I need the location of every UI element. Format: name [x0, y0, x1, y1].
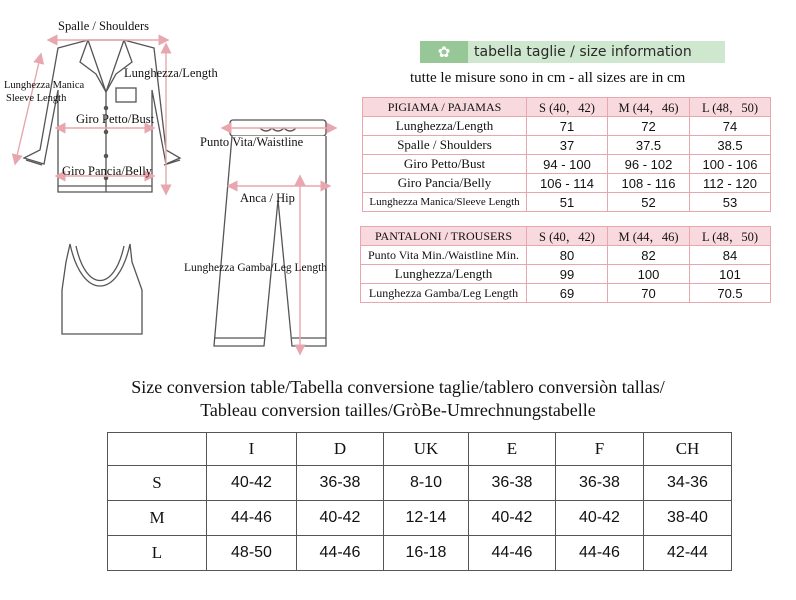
table-cell: 16-18 [384, 536, 469, 571]
label-leg-length: Lunghezza Gamba/Leg Length [184, 262, 328, 274]
banner-title: tabella taglie / size information [474, 44, 692, 60]
table-cell: 38-40 [644, 501, 732, 536]
table-cell: 40-42 [556, 501, 644, 536]
table-cell: 84 [690, 246, 771, 265]
label-sleeve-en: Sleeve Length [6, 93, 67, 104]
table-cell: 36-38 [469, 466, 556, 501]
table-cell: 44-46 [469, 536, 556, 571]
table-cell: 44-46 [297, 536, 384, 571]
table-cell: 100 [608, 265, 690, 284]
table-header-cell: I [207, 433, 297, 466]
size-label: L [108, 536, 207, 571]
table-cell: 48-50 [207, 536, 297, 571]
table-cell: 42-44 [644, 536, 732, 571]
row-label: Lunghezza Gamba/Leg Length [361, 284, 527, 303]
table-header-cell: L (48，50) [690, 98, 771, 117]
table-cell: 70 [608, 284, 690, 303]
rose-icon: ✿ [420, 41, 468, 63]
table-cell: 37 [527, 136, 608, 155]
table-cell: 108 - 116 [608, 174, 690, 193]
table-cell: 12-14 [384, 501, 469, 536]
size-label: S [108, 466, 207, 501]
table-row [361, 284, 771, 303]
table-row [361, 246, 771, 265]
tanktop-sketch [62, 244, 142, 334]
table-cell: 106 - 114 [527, 174, 608, 193]
row-label: Giro Petto/Bust [363, 155, 527, 174]
table-header-cell: F [556, 433, 644, 466]
table-cell: 51 [527, 193, 608, 212]
conversion-title-line1: Size conversion table/Tabella conversione taglie/tablero conversiòn tallas/ [131, 377, 665, 397]
table-header-cell: L (48，50) [690, 227, 771, 246]
label-shoulders: Spalle / Shoulders [58, 19, 149, 33]
table-cell: 74 [690, 117, 771, 136]
table-cell: 34-36 [644, 466, 732, 501]
table-cell: 69 [527, 284, 608, 303]
table-cell: 38.5 [690, 136, 771, 155]
table-cell: 72 [608, 117, 690, 136]
table-cell: 36-38 [297, 466, 384, 501]
table-cell: 37.5 [608, 136, 690, 155]
label-waistline: Punto Vita/Waistline [200, 135, 304, 149]
row-label: Giro Pancia/Belly [363, 174, 527, 193]
table-row [108, 501, 732, 536]
table-header-cell: M (44，46) [608, 227, 690, 246]
garment-sketches [0, 0, 400, 370]
table-header-row [363, 98, 771, 117]
table-cell: 70.5 [690, 284, 771, 303]
size-info-banner [420, 41, 725, 63]
label-length: Lunghezza/Length [124, 66, 218, 80]
table-cell: 94 - 100 [527, 155, 608, 174]
table-cell: 52 [608, 193, 690, 212]
table-row [108, 466, 732, 501]
table-header-cell: CH [644, 433, 732, 466]
table-cell: 44-46 [556, 536, 644, 571]
conversion-title-line2: Tableau conversion tailles/GròBe-Umrechnungstabelle [200, 400, 596, 420]
label-belly: Giro Pancia/Belly [62, 164, 152, 178]
row-label: Lunghezza/Length [363, 117, 527, 136]
table-cell: 36-38 [556, 466, 644, 501]
table-cell: 40-42 [207, 466, 297, 501]
table-header-cell [108, 433, 207, 466]
table-row [363, 155, 771, 174]
table-cell: 101 [690, 265, 771, 284]
table-row [363, 136, 771, 155]
pajamas-size-table [362, 97, 771, 212]
table-row [363, 117, 771, 136]
table-cell: 44-46 [207, 501, 297, 536]
table-header-cell: E [469, 433, 556, 466]
table-cell: 53 [690, 193, 771, 212]
size-conversion-table [107, 432, 732, 571]
table-cell: 71 [527, 117, 608, 136]
label-hip: Anca / Hip [240, 191, 295, 205]
table-row [108, 536, 732, 571]
size-label: M [108, 501, 207, 536]
table-row [361, 265, 771, 284]
label-sleeve-it: Lunghezza Manica [4, 80, 85, 91]
label-bust: Giro Petto/Bust [76, 112, 155, 126]
table-row [363, 193, 771, 212]
table-cell: 112 - 120 [690, 174, 771, 193]
table-cell: 80 [527, 246, 608, 265]
table-cell: 40-42 [297, 501, 384, 536]
table-cell: 82 [608, 246, 690, 265]
table-header-cell: UK [384, 433, 469, 466]
table-cell: 100 - 106 [690, 155, 771, 174]
units-subtitle: tutte le misure sono in cm - all sizes are in cm [410, 70, 686, 86]
table-header-cell: S (40，42) [527, 227, 608, 246]
table-header-cell: PANTALONI / TROUSERS [361, 227, 527, 246]
table-cell: 96 - 102 [608, 155, 690, 174]
trousers-size-table [360, 226, 771, 303]
table-header-cell: S (40，42) [527, 98, 608, 117]
trousers-sketch [214, 120, 326, 346]
table-header-cell: D [297, 433, 384, 466]
row-label: Punto Vita Min./Waistline Min. [361, 246, 527, 265]
row-label: Spalle / Shoulders [363, 136, 527, 155]
table-header-cell: M (44，46) [608, 98, 690, 117]
table-cell: 40-42 [469, 501, 556, 536]
row-label: Lunghezza/Length [361, 265, 527, 284]
row-label: Lunghezza Manica/Sleeve Length [363, 193, 527, 212]
table-header-cell: PIGIAMA / PAJAMAS [363, 98, 527, 117]
table-row [363, 174, 771, 193]
table-cell: 99 [527, 265, 608, 284]
table-header-row [108, 433, 732, 466]
table-header-row [361, 227, 771, 246]
table-cell: 8-10 [384, 466, 469, 501]
